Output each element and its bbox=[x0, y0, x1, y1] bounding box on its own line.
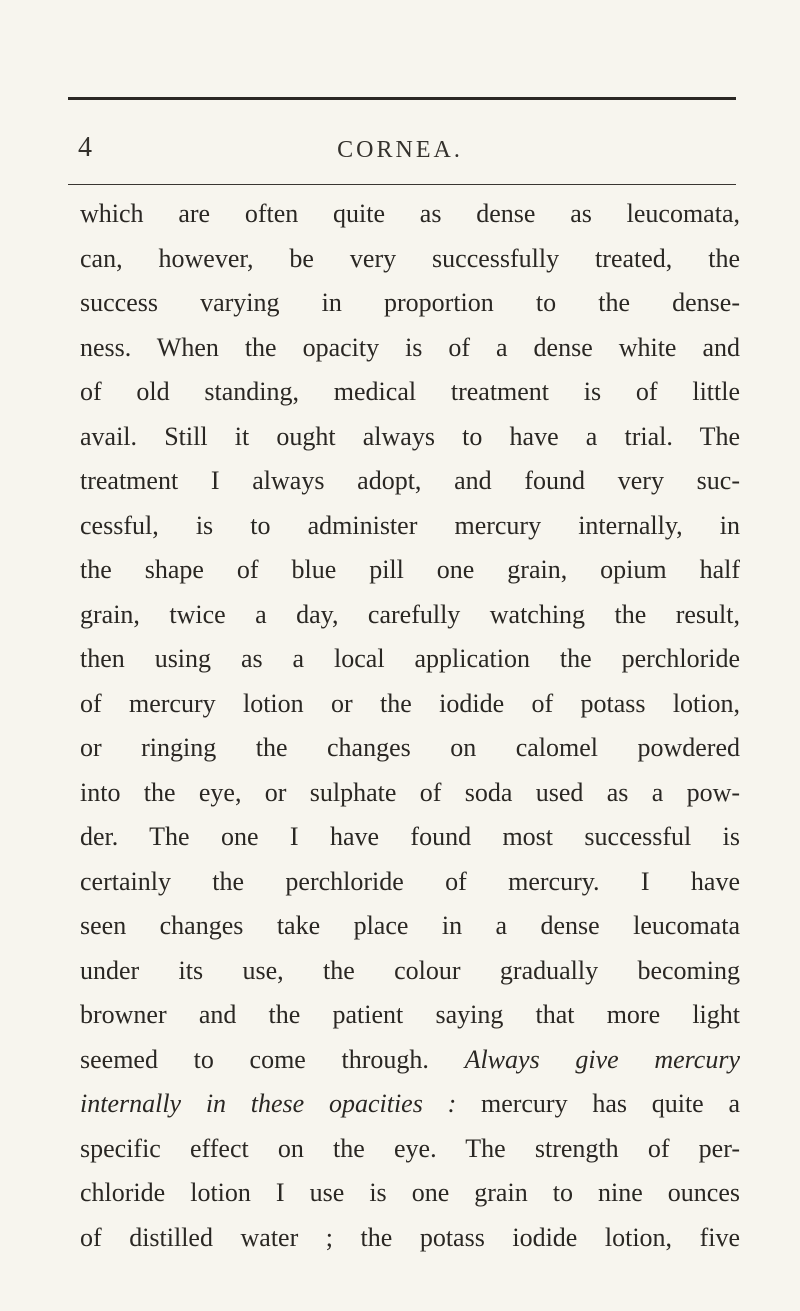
text-line bbox=[80, 1082, 740, 1127]
text-line bbox=[80, 726, 740, 771]
text-segment: into the eye, or sulphate of soda used as a pow- bbox=[80, 777, 740, 807]
text-segment: can, however, be very successfully treated, the bbox=[80, 243, 740, 273]
text-segment: mercury has quite a bbox=[456, 1089, 740, 1118]
text-line bbox=[80, 904, 740, 949]
body-text bbox=[80, 192, 740, 1260]
text-line bbox=[80, 1038, 740, 1083]
text-line bbox=[80, 415, 740, 460]
text-line bbox=[80, 1216, 740, 1261]
text-segment: under its use, the colour gradually becoming bbox=[80, 955, 740, 985]
text-segment: seemed to come through. bbox=[80, 1044, 465, 1074]
text-segment: seen changes take place in a dense leucomata bbox=[80, 911, 740, 940]
text-segment: specific effect on the eye. The strength of per- bbox=[80, 1133, 740, 1163]
text-segment: der. The one I have found most successful is bbox=[80, 822, 740, 851]
text-segment: of mercury lotion or the iodide of potass lotion, bbox=[80, 688, 740, 718]
text-line bbox=[80, 593, 740, 638]
text-segment: cessful, is to administer mercury internally, in bbox=[80, 510, 740, 540]
text-line bbox=[80, 326, 740, 371]
text-line bbox=[80, 815, 740, 860]
text-line bbox=[80, 548, 740, 593]
text-line bbox=[80, 370, 740, 415]
text-line bbox=[80, 771, 740, 816]
text-segment: the shape of blue pill one grain, opium half bbox=[80, 555, 740, 584]
text-segment: success varying in proportion to the dense- bbox=[80, 288, 740, 317]
text-line bbox=[80, 682, 740, 727]
text-segment: of old standing, medical treatment is of little bbox=[80, 377, 740, 406]
text-line bbox=[80, 281, 740, 326]
text-segment: browner and the patient saying that more light bbox=[80, 1000, 740, 1029]
text-segment: certainly the perchloride of mercury. I have bbox=[80, 866, 740, 896]
italic-text-segment: Always give mercury bbox=[464, 1044, 740, 1074]
text-line bbox=[80, 1127, 740, 1172]
running-head: CORNEA. bbox=[337, 137, 463, 163]
text-line bbox=[80, 993, 740, 1038]
text-segment: chloride lotion I use is one grain to nine ounces bbox=[80, 1178, 740, 1207]
text-line bbox=[80, 637, 740, 682]
text-line bbox=[80, 504, 740, 549]
text-segment: ness. When the opacity is of a dense white and bbox=[80, 332, 740, 362]
text-segment: grain, twice a day, carefully watching the result, bbox=[80, 599, 740, 629]
text-line bbox=[80, 949, 740, 994]
text-line bbox=[80, 459, 740, 504]
text-line bbox=[80, 860, 740, 905]
text-segment: which are often quite as dense as leucomata, bbox=[80, 199, 740, 228]
text-segment: avail. Still it ought always to have a trial. The bbox=[80, 421, 740, 451]
text-segment: then using as a local application the perchloride bbox=[80, 644, 740, 673]
header-rule-bottom bbox=[68, 184, 736, 185]
text-segment: treatment I always adopt, and found very suc- bbox=[80, 466, 740, 495]
text-segment: of distilled water ; the potass iodide lotion, five bbox=[80, 1222, 740, 1252]
text-line bbox=[80, 237, 740, 282]
text-segment: or ringing the changes on calomel powdered bbox=[80, 733, 740, 762]
page-number: 4 bbox=[78, 132, 92, 163]
text-line bbox=[80, 1171, 740, 1216]
text-line bbox=[80, 192, 740, 237]
italic-text-segment: internally in these opacities : bbox=[80, 1089, 457, 1118]
header-rule-top bbox=[68, 97, 736, 100]
